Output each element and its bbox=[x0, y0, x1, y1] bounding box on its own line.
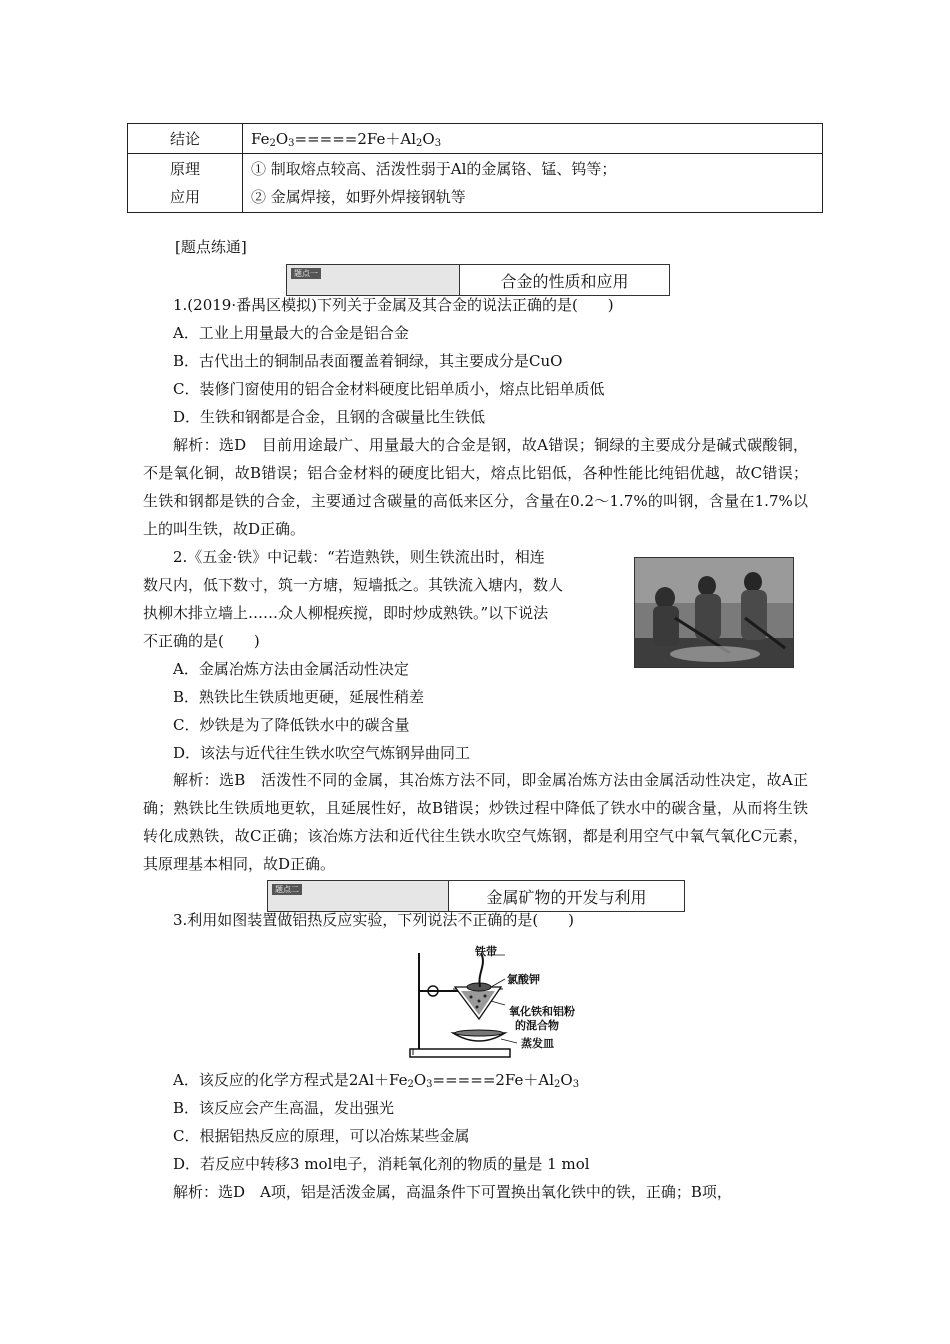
option-d: D．若反应中转移3 mol电子，消耗氧化剂的物质的量是 1 mol bbox=[173, 1155, 590, 1173]
topic-title: 金属矿物的开发与利用 bbox=[486, 887, 647, 907]
topic-bar bbox=[267, 880, 685, 912]
option-a: A．该反应的化学方程式是$2Al+Fe_2O_3=====2Fe+Al_2O_3$ bbox=[173, 1071, 580, 1090]
topic-tag: 题点一 bbox=[287, 265, 460, 295]
option-d: D．生铁和钢都是合金，且钢的含碳量比生铁低 bbox=[173, 408, 486, 426]
option-c: C．装修门窗使用的铝合金材料硬度比铝单质小，熔点比铝单质低 bbox=[173, 380, 605, 398]
question-stem: 数尺内，低下数寸，筑一方塘，短墙抵之。其铁流入塘内，数人 bbox=[143, 576, 564, 594]
option-a: A．金属冶炼方法由金属活动性决定 bbox=[173, 660, 409, 678]
analysis: 解析：选B 活泼性不同的金属，其冶炼方法不同，即金属冶炼方法由金属活动性决定，故A正确；熟铁比生铁质地更软，且延展性好，故B错误；炒铁过程中降低了铁水中的碳含量，从而将生铁转化成熟铁，故C正确；该冶炼方法和近代往生铁水吹空气炼钢，都是利用空气中氧气氧化C元素，其原理基本相同，故D正确。 bbox=[143, 771, 808, 873]
question-stem: 3.利用如图装置做铝热反应实验，下列说法不正确的是( ) bbox=[173, 911, 575, 929]
question-stem: 不正确的是( ) bbox=[143, 632, 260, 650]
equation-cell: $Fe_2O_3=====2Fe+Al_2O_3$ bbox=[243, 124, 823, 154]
label-mixture: 氧化铁和铝粉 bbox=[509, 1005, 575, 1018]
row-label: 结论 bbox=[128, 124, 243, 154]
analysis: 解析：选D A项，铝是活泼金属，高温条件下可置换出氧化铁中的铁，正确；B项， bbox=[173, 1183, 732, 1201]
summary-table bbox=[127, 123, 823, 213]
option-c: C．炒铁是为了降低铁水中的碳含量 bbox=[173, 716, 410, 734]
apparatus-diagram bbox=[405, 943, 605, 1061]
option-a: A．工业上用量最大的合金是铝合金 bbox=[173, 324, 409, 342]
application-cell: ① 制取熔点较高、活泼性弱于Al的金属铬、锰、钨等； ② 金属焊接，如野外焊接钢轨等 bbox=[243, 154, 823, 213]
section-header: [题点练通] bbox=[175, 238, 247, 256]
topic-bar bbox=[286, 264, 670, 296]
label-kclo3: 氯酸钾 bbox=[507, 973, 540, 986]
question-stem: 执柳木排立墙上……众人柳棍疾搅，即时炒成熟铁。”以下说法 bbox=[143, 604, 549, 622]
topic-tag: 题点二 bbox=[268, 881, 449, 911]
option-c: C．根据铝热反应的原理，可以冶炼某些金属 bbox=[173, 1127, 470, 1145]
option-b: B．古代出土的铜制品表面覆盖着铜绿，其主要成分是CuO bbox=[173, 352, 563, 370]
table-row bbox=[128, 154, 823, 213]
topic-title: 合金的性质和应用 bbox=[500, 271, 629, 291]
option-b: B．该反应会产生高温，发出强光 bbox=[173, 1099, 395, 1117]
label-ribbon: 铁带 bbox=[475, 945, 497, 958]
row-label: 原理 应用 bbox=[128, 154, 243, 213]
question-stem: 1.(2019·番禺区模拟)下列关于金属及其合金的说法正确的是( ) bbox=[173, 296, 614, 314]
smelting-photo bbox=[634, 557, 794, 668]
table-row bbox=[128, 124, 823, 154]
option-b: B．熟铁比生铁质地更硬，延展性稍差 bbox=[173, 688, 425, 706]
question-stem: 2.《五金·铁》中记载：“若造熟铁，则生铁流出时，相连 bbox=[173, 548, 545, 566]
label-mixture-2: 的混合物 bbox=[515, 1019, 559, 1032]
analysis: 解析：选D 目前用途最广、用量最大的合金是钢，故A错误；铜绿的主要成分是碱式碳酸铜，不是氧化铜，故B错误；铝合金材料的硬度比铝大，熔点比铝低，各种性能比纯铝优越，故C错误；生铁和钢都是铁的合金，主要通过含碳量的高低来区分，含量在0.2～1.7%的叫钢，含量在1.7%以上的叫生铁，故D正确。 bbox=[143, 436, 808, 538]
option-d: D．该法与近代往生铁水吹空气炼钢异曲同工 bbox=[173, 744, 471, 762]
label-dish: 蒸发皿 bbox=[521, 1037, 554, 1050]
